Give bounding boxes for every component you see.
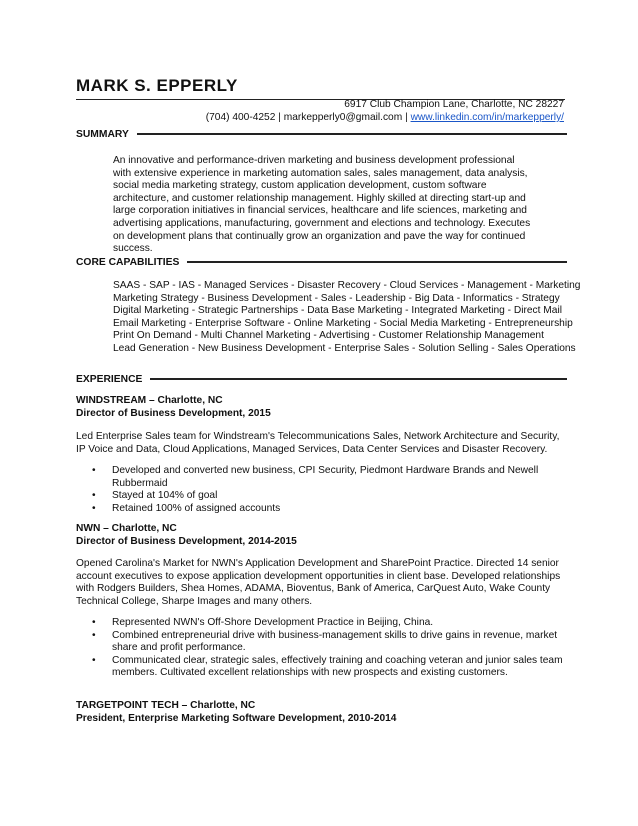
capabilities-list [113, 280, 581, 356]
job-bullet: • Represented NWN's Off-Shore Development Practice in Beijing, China. [76, 617, 566, 630]
job-bullet: • Developed and converted new business, CPI Security, Piedmont Hardware Brands and Newell Rubbermaid [76, 465, 556, 490]
section-rule [137, 133, 567, 135]
job-organization: NWN – Charlotte, NC [76, 523, 177, 534]
job-entry-targetpoint [76, 700, 566, 725]
experience-heading: EXPERIENCE [76, 373, 143, 385]
job-title: President, Enterprise Marketing Software Development, 2010-2014 [76, 712, 397, 724]
experience-section-header [76, 372, 567, 386]
contact-separator: | [278, 112, 281, 123]
summary-text: An innovative and performance-driven marketing and business development professional with extensive experience in marketing automation sales, sales management, data analysis, social media marketing strategy, custom application development, custom software architecture, and customer relationship management. Highly skilled at directing start-up and large corporation initiatives in financial services, healthcare and life sciences, marketing and advertising applications, manufacturing, government and elections and technology. Executes on development plans that continually grow an organization and pave the way for continued success. [113, 155, 531, 255]
capability-line: Email Marketing - Enterprise Software - Online Marketing - Social Media Marketing - Entrepreneurship [113, 317, 573, 329]
job-bullet: • Stayed at 104% of goal [76, 490, 556, 503]
capabilities-section-header [76, 255, 567, 269]
section-rule [187, 261, 567, 263]
phone-number: (704) 400-4252 [205, 112, 276, 123]
email-address: markepperly0@gmail.com [283, 112, 403, 123]
section-rule [150, 378, 567, 380]
contact-line [206, 112, 564, 123]
capability-line: Marketing Strategy - Business Development - Sales - Leadership - Big Data - Informatics - Strategy [113, 292, 560, 304]
job-bullet: • Retained 100% of assigned accounts [76, 503, 556, 516]
capability-line: SAAS - SAP - IAS - Managed Services - Disaster Recovery - Cloud Services - Management - Marketing [113, 280, 581, 291]
job-organization: TARGETPOINT TECH – Charlotte, NC [76, 700, 256, 711]
job-bullet-list [76, 617, 566, 680]
capabilities-heading: CORE CAPABILITIES [76, 256, 180, 268]
job-organization: WINDSTREAM – Charlotte, NC [76, 395, 223, 406]
candidate-name: MARK S. EPPERLY [76, 76, 238, 95]
job-bullet: • Communicated clear, strategic sales, effectively training and coaching veteran and junior sales team members. Cultivated excellent relationships with new prospects and existing customers. [76, 655, 566, 680]
capability-line: Digital Marketing - Strategic Partnerships - Data Base Marketing - Integrated Marketing - Direct Mail [113, 305, 562, 317]
linkedin-link[interactable]: www.linkedin.com/in/markepperly/ [410, 112, 564, 123]
capability-line: Lead Generation - New Business Development - Enterprise Sales - Solution Selling - Sales Operations [113, 342, 576, 354]
job-description: Led Enterprise Sales team for Windstream's Telecommunications Sales, Network Architecture and Security, IP Voice and Data, Cloud Applications, Managed Services, Data Center Services and Disaster Recovery. [76, 431, 560, 455]
job-entry-nwn [76, 523, 566, 548]
job-title: Director of Business Development, 2015 [76, 407, 271, 419]
contact-separator: | [405, 112, 408, 123]
address-line: 6917 Club Champion Lane, Charlotte, NC 28227 [344, 99, 564, 110]
job-bullet-list [76, 465, 556, 515]
summary-heading: SUMMARY [76, 128, 129, 140]
capability-line: Print On Demand - Multi Channel Marketing - Advertising - Customer Relationship Management [113, 330, 544, 342]
job-title: Director of Business Development, 2014-2015 [76, 535, 297, 547]
job-entry-windstream [76, 395, 566, 420]
job-description: Opened Carolina's Market for NWN's Application Development and SharePoint Practice. Directed 14 senior account executives to expose application development opportunities in client base. Developed relationships with Rodgers Builders, Shea Homes, ADAMA, Bioventus, Bank of America, CarQuest Auto, Wake County Technical College, Sharpe Images and many others. [76, 558, 561, 607]
summary-section-header [76, 127, 567, 141]
job-bullet: • Combined entrepreneurial drive with business-management skills to drive gains in revenue, market share and profit performance. [76, 630, 566, 655]
